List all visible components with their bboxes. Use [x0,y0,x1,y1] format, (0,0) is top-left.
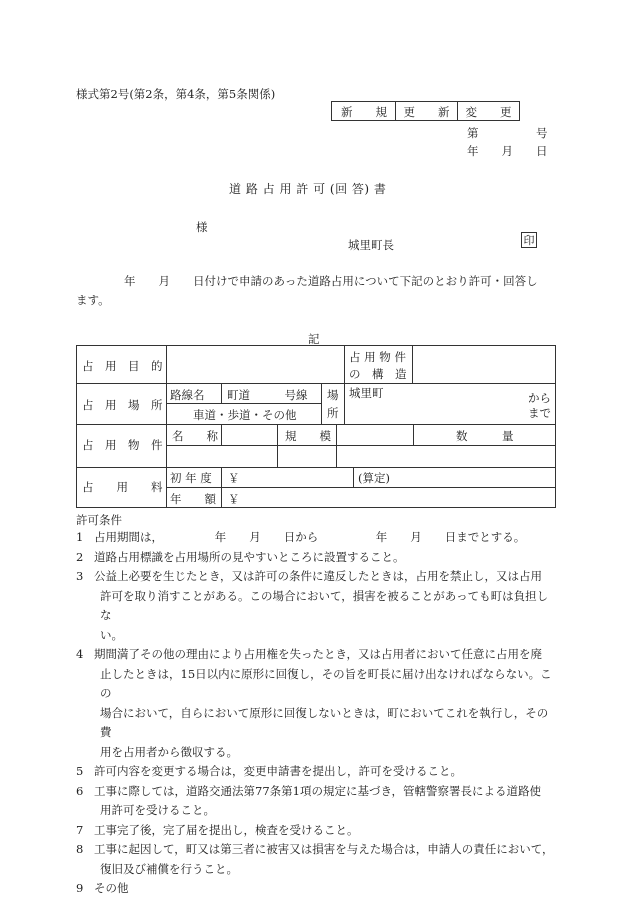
condition-item [76,762,556,782]
condition-number: 9 [76,881,84,895]
qty-col-header: 数 量 [456,429,514,443]
condition-text: 工事に起因して，町又は第三者に被害又は損害を与えた場合は，申請人の責任において， [94,842,554,856]
issuer-name: 城里町長 [348,238,394,252]
form-id: 様式第2号(第2条，第4条，第5条関係) [76,87,276,101]
condition-number [76,665,94,704]
addressee-suffix: 様 [196,220,208,234]
condition-number: 3 [76,569,84,583]
condition-text: 公益上必要を生じたとき，又は許可の条件に違反したときは，占用を禁止し，又は占用 [94,569,543,583]
condition-text: 工事完了後，完了届を提出し，検査を受けること。 [94,822,359,837]
condition-item-continued [76,801,556,821]
condition-item-continued [76,626,556,646]
seal-mark: 印 [521,232,537,248]
condition-item [76,840,556,860]
condition-text: 用許可を受けること。 [100,803,215,817]
condition-item-continued [76,743,556,763]
condition-item [76,645,556,665]
first-year-label: 初 年 度 [170,471,212,485]
condition-number [76,587,94,626]
scale-col-header: 規 模 [285,429,331,443]
conditions-heading: 許可条件 [76,513,122,527]
condition-number: 7 [76,822,84,837]
structure-label-line2: の 構 造 [349,367,407,381]
condition-text: 止したときは，15日以内に原形に回復し，その旨を町長に届け出なければならない。この [100,666,552,700]
condition-text: 用を占用者から徴収する。 [100,744,238,759]
page-title: 道 路 占 用 許 可 (回 答) 書 [229,182,387,196]
to-label: まで [528,406,551,420]
condition-item [76,821,556,841]
permit-date-label: 年 月 日 [467,144,548,158]
condition-number: 8 [76,842,84,856]
place-town: 城里町 [349,386,384,400]
condition-number [76,626,94,646]
condition-item [76,782,556,802]
condition-item-continued [76,704,556,743]
ki-heading: 記 [308,332,320,346]
fee-label: 占 用 料 [82,480,163,494]
condition-text: 許可を取り消すことがある。この場合において，損害を被ることがあっても町は負担しな [100,588,549,622]
yen-symbol-first-year: ￥ [228,471,240,485]
condition-text: 許可内容を変更する場合は，変更申請書を提出し，許可を受けること。 [94,764,462,778]
condition-item [76,567,556,587]
permit-number-label: 第 号 [467,126,548,140]
purpose-label: 占 用 目 的 [82,359,163,373]
condition-number [76,743,94,763]
condition-number [76,801,94,821]
intro-line-1: 年 月 日付けで申請のあった道路占用について下記のとおり許可・回答し [124,274,538,288]
condition-text: 場合において，自らにおいて原形に回復しないときは，町においてこれを執行し，その費 [100,705,549,739]
structure-label-line1: 占 用 物 件 [349,350,406,364]
condition-text: い。 [100,627,123,642]
name-col-header: 名 称 [172,429,218,443]
condition-item [76,879,556,899]
objects-label: 占 用 物 件 [82,438,163,452]
status-renew[interactable]: 更 新 [403,105,450,119]
condition-text: 占用期間は， 年 月 日から 年 月 日までとする。 [94,530,526,544]
yen-symbol-annual: ￥ [228,492,240,506]
condition-number: 4 [76,647,84,661]
condition-number: 1 [76,530,84,544]
condition-text: 工事に際しては，道路交通法第77条第1項の規定に基づき，管轄警察署長による道路使 [94,783,541,798]
condition-text: 期間満了その他の理由により占用権を失ったとき，又は占用者において任意に占用を廃 [94,647,543,661]
condition-item [76,548,556,568]
condition-number [76,860,94,880]
condition-number: 2 [76,549,84,564]
condition-number: 5 [76,764,84,778]
condition-item [76,528,556,548]
status-new[interactable]: 新 規 [341,105,387,119]
condition-text: その他 [94,881,129,895]
route-value: 町道 号線 [227,388,308,402]
annual-label: 年 額 [170,492,216,506]
calc-label: (算定) [358,471,390,485]
condition-item-continued [76,665,556,704]
place-small-label-2: 所 [327,406,339,420]
condition-number [76,704,94,743]
conditions-list [76,528,556,899]
condition-number: 6 [76,783,84,798]
road-types: 車道・歩道・その他 [193,408,297,422]
condition-item-continued [76,587,556,626]
place-small-label-1: 場 [327,388,339,402]
condition-text: 道路占用標識を占用場所の見やすいところに設置すること。 [94,549,405,564]
condition-text: 復旧及び補償を行うこと。 [100,861,238,876]
intro-line-2: ます。 [76,293,110,307]
route-name-label: 路線名 [170,388,205,402]
from-label: から [528,391,551,405]
place-label: 占 用 場 所 [82,398,163,412]
status-change[interactable]: 変 更 [465,105,512,119]
condition-item-continued [76,860,556,880]
